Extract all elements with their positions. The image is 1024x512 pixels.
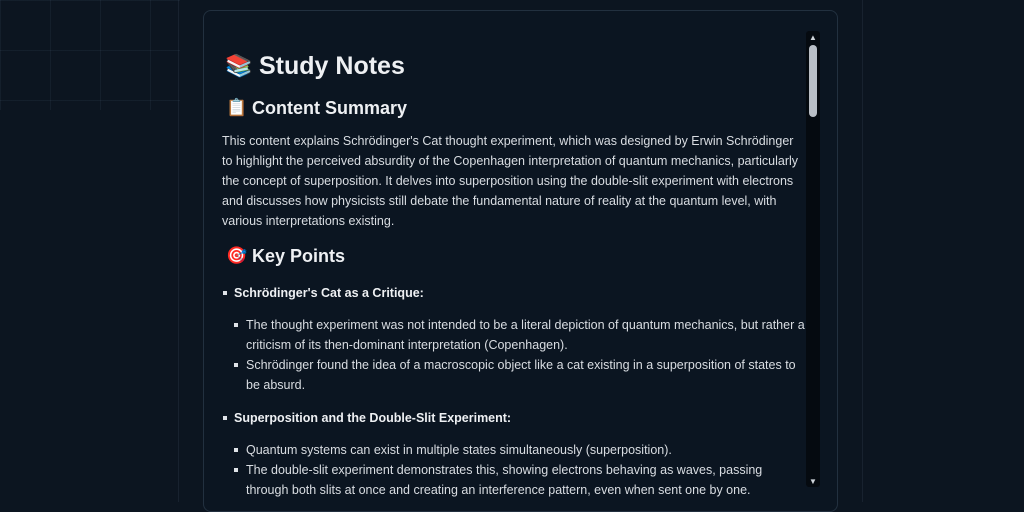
books-icon: 📚 bbox=[225, 53, 253, 78]
key-point-title-text: Schrödinger's Cat as a Critique: bbox=[234, 286, 424, 300]
key-point-title bbox=[222, 408, 806, 428]
scroll-down-arrow-icon[interactable]: ▼ bbox=[809, 476, 817, 486]
summary-paragraph: This content explains Schrödinger's Cat thought experiment, which was designed by Erwin Schrödinger to highlight the perceived absurdity of the Copenhagen interpretation of quantum mechanics, particularly the concept of superposition. It delves into superposition using the double-slit experiment with electrons and discusses how physicists still debate the fundamental nature of reality at the quantum level, with various interpretations existing. bbox=[222, 134, 799, 228]
sub-point bbox=[222, 355, 806, 395]
key-points-heading bbox=[222, 243, 806, 269]
key-point-title-text: Superposition and the Double-Slit Experiment: bbox=[234, 411, 512, 425]
summary-heading bbox=[222, 95, 806, 121]
key-point-title bbox=[222, 283, 806, 303]
notes-content bbox=[222, 11, 806, 503]
bullet-icon bbox=[234, 323, 238, 327]
summary-heading-text: Content Summary bbox=[252, 97, 408, 118]
target-icon: 🎯 bbox=[226, 246, 248, 265]
page-title bbox=[222, 49, 806, 83]
bullet-icon bbox=[234, 363, 238, 367]
sub-point-text: Quantum systems can exist in multiple states simultaneously (superposition). bbox=[246, 443, 672, 457]
background-grid bbox=[0, 0, 180, 110]
bullet-icon bbox=[234, 448, 238, 452]
bullet-icon bbox=[234, 468, 238, 472]
sub-point-text: The double-slit experiment demonstrates this, showing electrons behaving as waves, passing through both slits at once and creating an interference pattern, even when sent one by one. bbox=[246, 463, 763, 497]
sub-point-list bbox=[222, 315, 806, 395]
sub-point-text: Schrödinger found the idea of a macroscopic object like a cat existing in a superposition of states to be absurd. bbox=[246, 358, 796, 392]
left-divider bbox=[178, 0, 179, 502]
sub-point-text: The thought experiment was not intended to be a literal depiction of quantum mechanics, but rather a criticism of its then-dominant interpretation (Copenhagen). bbox=[246, 318, 805, 352]
key-point bbox=[222, 408, 806, 500]
clipboard-icon: 📋 bbox=[226, 98, 248, 117]
right-divider bbox=[862, 0, 863, 502]
sub-point bbox=[222, 315, 806, 355]
scrollbar-thumb[interactable] bbox=[809, 45, 817, 117]
page-title-text: Study Notes bbox=[259, 51, 405, 80]
study-notes-panel bbox=[203, 10, 838, 512]
vertical-scrollbar[interactable] bbox=[806, 31, 820, 487]
bullet-icon bbox=[223, 416, 227, 420]
key-point bbox=[222, 283, 806, 395]
sub-point bbox=[222, 460, 806, 500]
sub-point-list bbox=[222, 440, 806, 500]
bullet-icon bbox=[223, 291, 227, 295]
sub-point bbox=[222, 440, 806, 460]
scroll-up-arrow-icon[interactable]: ▲ bbox=[809, 32, 817, 42]
key-points-heading-text: Key Points bbox=[252, 245, 346, 266]
